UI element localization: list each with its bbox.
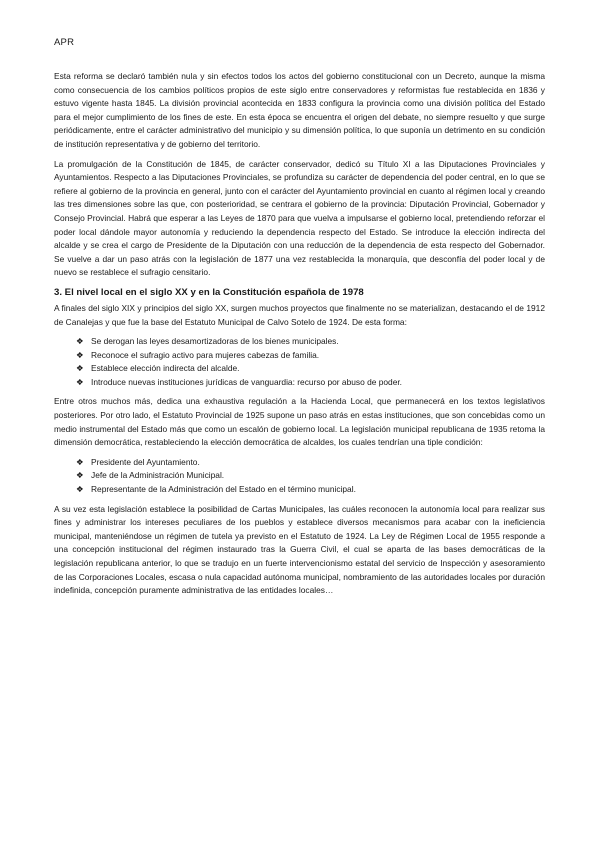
paragraph: A finales del siglo XIX y principios del siglo XX, surgen muchos proyectos que finalmente no se materializan, destacando el de 1912 de Canalejas y que fue la base del Estatuto Municipal de Calvo Sotelo de 1924. De esta forma:	[54, 302, 545, 327]
list-item: ❖ Presidente del Ayuntamiento.	[76, 456, 545, 470]
page-header: APR	[54, 37, 75, 48]
bullet-list-reforms	[54, 335, 545, 389]
document-body	[54, 70, 545, 604]
paragraph: Esta reforma se declaró también nula y sin efectos todos los actos del gobierno constitucional con un Decreto, aunque la misma como consecuencia de los cambios políticos propios de este siglo entre conservadores y reformistas fue restablecida en 1836 y estuvo vigente hasta 1845. La división provincial acontecida en 1833 configura la provincia como una división política del Estado para el mejor cumplimiento de los fines de este. En esta época se encuentra el origen del debate, no siempre resuelto y que surge periódicamente, entre el carácter administrativo del municipio y su dimensión política, lo que suponía un detrimento en su condición de institución representativa y de gobierno del territorio.	[54, 71, 545, 149]
paragraph: La promulgación de la Constitución de 1845, de carácter conservador, dedicó su Título XI a las Diputaciones Provinciales y Ayuntamientos. Respecto a las Diputaciones Provinciales, se profundiza su carácter de dependencia del poder central, en lo que se refiere al gobierno de la provincia en general, junto con el carácter del Ayuntamiento provincial en cuanto al régimen local y creando las tres dimensiones sobre las que, con posterioridad, se centrara el gobierno de la provincia: Diputación Provincial, Gobernador y Consejo Provincial. Habrá que esperar a las Leyes de 1870 para que vuelva a impulsarse el gobierno local, pretendiendo reforzar el poder local dándole mayor autonomía y reduciendo la dependencia respecto del Estado. Se introduce la elección indirecta del alcalde y se crea el cargo de Presidente de la Diputación con una reducción de la dependencia de esta respecto del Gobernador. Se vuelve a dar un paso atrás con la legislación de 1877 una vez restablecida la monarquía, que desconfía del poder local y de nuevo se restablece el sufragio censitario.	[54, 158, 545, 278]
diamond-bullet-icon: ❖	[76, 376, 84, 387]
diamond-bullet-icon: ❖	[76, 456, 84, 467]
list-item: ❖ Introduce nuevas instituciones jurídicas de vanguardia: recurso por abuso de poder.	[76, 376, 545, 390]
diamond-bullet-icon: ❖	[76, 470, 84, 481]
diamond-bullet-icon: ❖	[76, 336, 84, 347]
list-item: ❖ Reconoce el sufragio activo para mujeres cabezas de familia.	[76, 349, 545, 363]
list-item: ❖ Jefe de la Administración Municipal.	[76, 469, 545, 483]
paragraph: A su vez esta legislación establece la posibilidad de Cartas Municipales, las cuáles reconocen la autonomía local para realizar sus fines y administrar los intereses peculiares de los pueblos y establece diversos mecanismos para acabar con la ineficiencia municipal, manteniéndose un régimen de tutela ya previsto en el Estatuto de 1924. La Ley de Régimen Local de 1955 responde a una concepción institucional del régimen instaurado tras la Guerra Civil, el cual se aparta de las bases democráticas de la legislación republicana anterior, lo que se tradujo en un fuerte intervencionismo estatal del servicio de Inspección y asesoramiento de las Corporaciones Locales, escasa o nula capacidad autónoma municipal, nombramiento de las autoridades locales por duración indefinida, concepción puramente administrativa de las entidades locales…	[54, 503, 545, 596]
list-item: ❖ Representante de la Administración del Estado en el término municipal.	[76, 483, 545, 497]
bullet-list-mayor-roles	[54, 456, 545, 497]
list-item: ❖ Establece elección indirecta del alcalde.	[76, 362, 545, 376]
diamond-bullet-icon: ❖	[76, 363, 84, 374]
list-item: ❖ Se derogan las leyes desamortizadoras de los bienes municipales.	[76, 335, 545, 349]
diamond-bullet-icon: ❖	[76, 484, 84, 495]
paragraph: Entre otros muchos más, dedica una exhaustiva regulación a la Hacienda Local, que permanecerá en los textos legislativos posteriores. Por otro lado, el Estatuto Provincial de 1925 supone un paso atrás en estas instituciones, que son concebidas como un medio instrumental del Estado más que como un escalón de gobierno local. La legislación municipal republicana de 1935 retoma la dimensión democrática, restableciendo la elección democrática de alcaldes, los cuales tendrían una tiple condición:	[54, 396, 545, 448]
diamond-bullet-icon: ❖	[76, 349, 84, 360]
section-heading: 3. El nivel local en el siglo XX y en la Constitución española de 1978	[54, 286, 364, 298]
